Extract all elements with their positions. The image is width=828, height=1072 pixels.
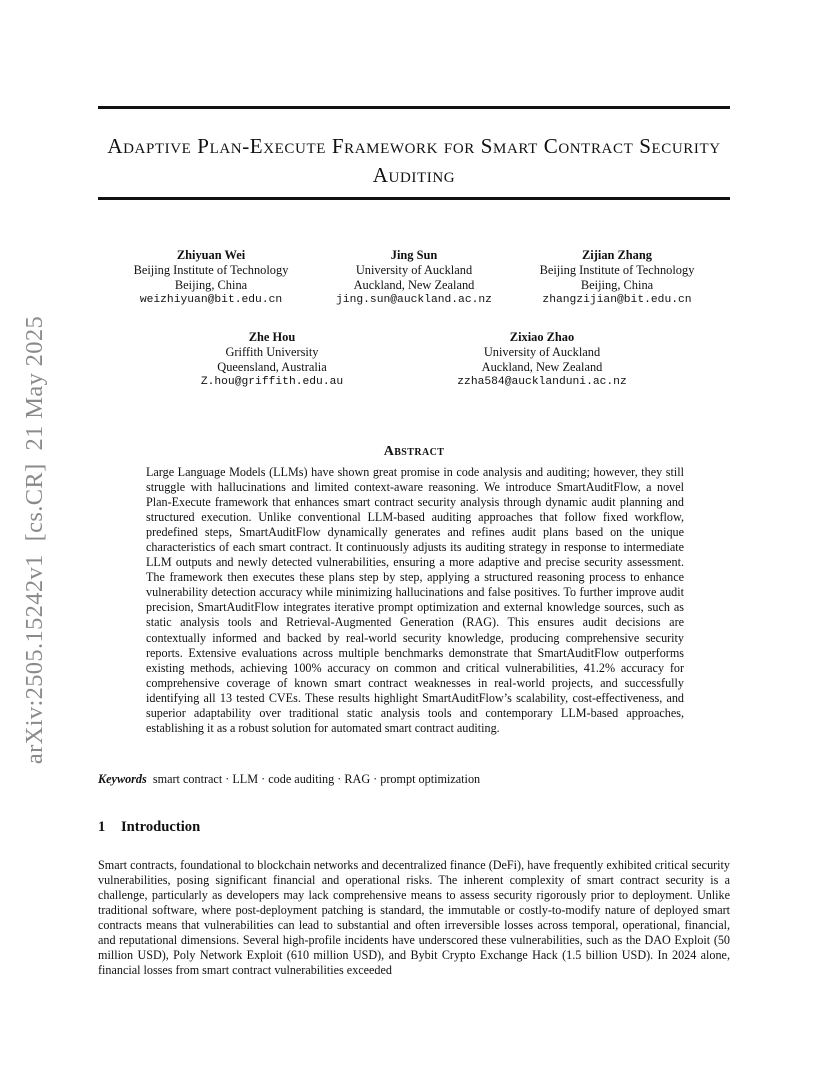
paper-title: Adaptive Plan-Execute Framework for Smart Contract Security Auditing [107,134,721,187]
author-name: Jing Sun [390,248,438,262]
author-affiliation: Beijing Institute of Technology [133,263,289,277]
author-affiliation: University of Auckland [355,263,473,277]
keywords-text: smart contract · LLM · code auditing · RAG · prompt optimization [152,772,481,786]
author-location: Auckland, New Zealand [481,360,603,374]
keywords-line [98,772,480,787]
abstract-heading: Abstract [383,444,445,459]
author-affiliation: University of Auckland [483,345,601,359]
author-name: Zijian Zhang [582,248,652,262]
author-email[interactable]: jing.sun@auckland.ac.nz [336,294,492,306]
title-top-rule [98,106,730,109]
author-block [457,330,626,390]
abstract-text: Large Language Models (LLMs) have shown great promise in code analysis and auditing; however, they still struggle with hallucinations and limited context-aware reasoning. We introduce SmartAuditFlow, a novel Plan-Execute framework that enhances smart contract security analysis through dynamic audit planning and structured execution. Unlike conventional LLM-based auditing approaches that follow fixed workflow, predefined steps, SmartAuditFlow dynamically generates and refines audit plans based on the unique characteristics of each smart contract. It continuously adjusts its auditing strategy in response to intermediate LLM outputs and newly detected vulnerabilities, ensuring a more adaptive and precise security assessment. The framework then executes these plans step by step, applying a structured reasoning process to enhance vulnerability detection accuracy while minimizing hallucinations and false positives. To further improve audit precision, SmartAuditFlow integrates iterative prompt optimization and external knowledge sources, such as static analysis tools and Retrieval-Augmented Generation (RAG). This ensures audit decisions are contextually informed and backed by real-world security knowledge, producing comprehensive security reports. Extensive evaluations across multiple benchmarks demonstrate that SmartAuditFlow outperforms existing methods, achieving 100% accuracy on common and critical vulnerabilities, 41.2% accuracy for comprehensive coverage of known smart contract weaknesses in real-world projects, and successfully identifying all 13 tested CVEs. These results highlight SmartAuditFlow’s scalability, cost-effectiveness, and superior adaptability over traditional static analysis tools and contemporary LLM-based approaches, establishing it as a robust solution for automated smart contract auditing. [146,465,684,735]
author-name: Zhe Hou [248,330,296,344]
section-title: Introduction [121,819,201,835]
author-location: Beijing, China [580,278,654,292]
author-affiliation: Beijing Institute of Technology [539,263,695,277]
author-affiliation: Griffith University [225,345,319,359]
section-heading [98,819,200,836]
author-email[interactable]: Z.hou@griffith.edu.au [200,376,344,388]
section-number: 1 [98,819,106,835]
author-block [540,248,695,308]
author-email[interactable]: weizhiyuan@bit.edu.cn [139,294,283,306]
author-name: Zhiyuan Wei [176,248,246,262]
author-location: Queensland, Australia [217,360,327,374]
keywords-label: Keywords [98,772,147,786]
author-location: Auckland, New Zealand [353,278,475,292]
introduction-text: Smart contracts, foundational to blockchain networks and decentralized finance (DeFi), have frequently exhibited critical security vulnerabilities, posing significant financial and operational risks. The inherent complexity of smart contract security is a challenge, particularly as developers may lack comprehensive means to assess security rigorously prior to deployment. Unlike traditional software, where post-deployment patching is standard, the immutable or costly-to-modify nature of deployed smart contracts means that vulnerabilities can lead to substantial and often irreversible losses across temporal, operational, financial, and reputational dimensions. Several high-profile incidents have underscored these vulnerabilities, such as the DAO Exploit (50 million USD), Poly Network Exploit (610 million USD), and Bybit Crypto Exchange Hack (1.5 billion USD). In 2024 alone, financial losses from smart contract vulnerabilities exceeded [98,858,730,978]
author-name: Zixiao Zhao [509,330,575,344]
author-block [134,248,289,308]
author-email[interactable]: zhangzijian@bit.edu.cn [542,294,692,306]
author-block [201,330,343,390]
author-location: Beijing, China [174,278,248,292]
arxiv-stamp-text[interactable]: arXiv:2505.15242v1 [cs.CR] 21 May 2025 [21,315,48,765]
title-bottom-rule [98,197,730,200]
author-email[interactable]: zzha584@aucklanduni.ac.nz [457,376,627,388]
author-block [336,248,492,308]
